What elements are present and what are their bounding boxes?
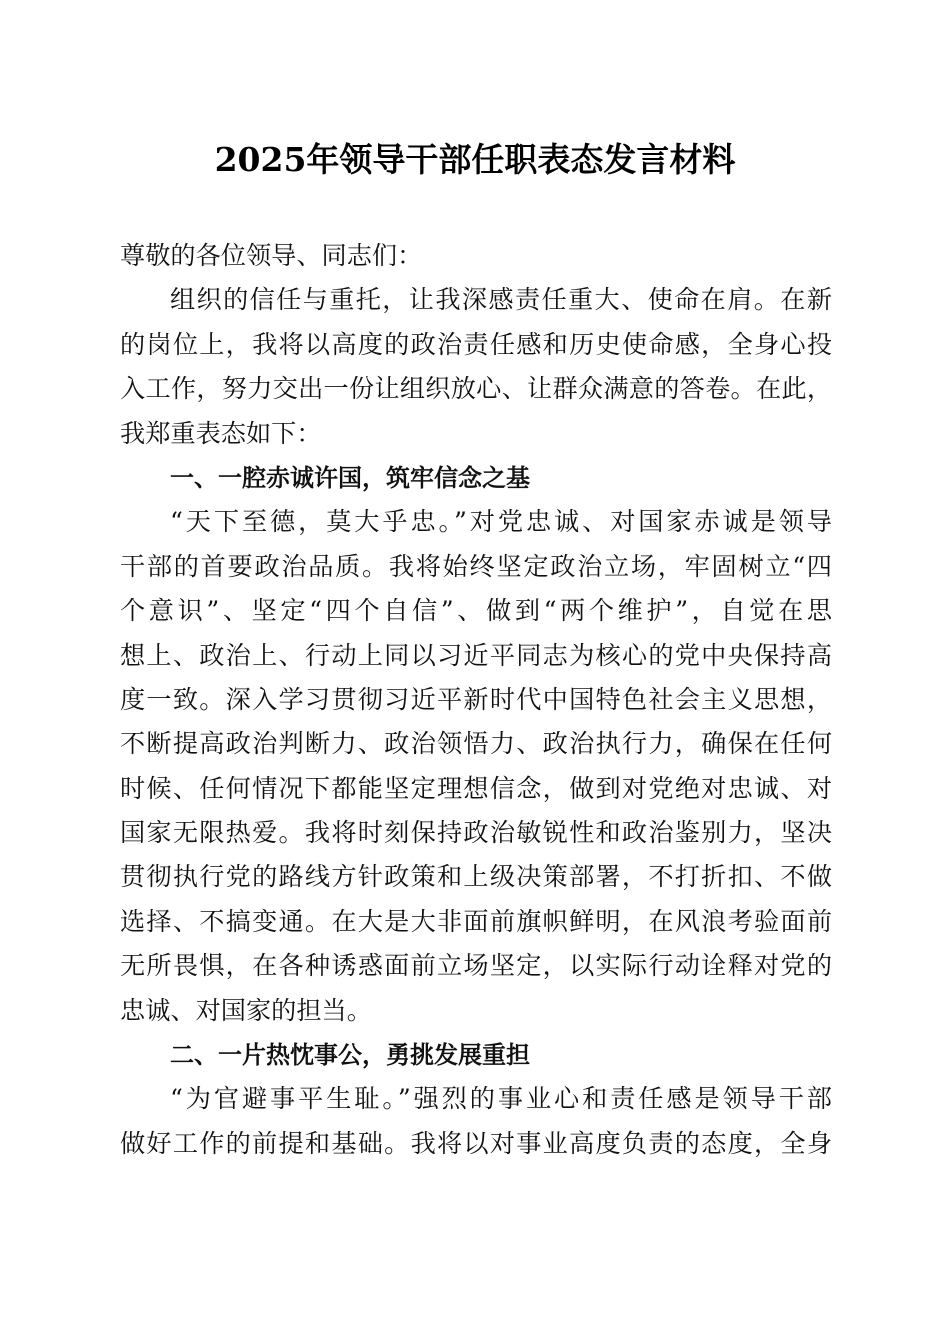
section-1-paragraph-line: 无所畏惧，在各种诱惑面前立场坚定，以实际行动诠释对党的 <box>120 951 832 981</box>
section-1-paragraph-line: 想上、政治上、行动上同以习近平同志为核心的党中央保持高 <box>120 640 832 670</box>
document-title: 2025年领导干部任职表态发言材料 <box>214 140 736 179</box>
section-1-paragraph-line: 个意识”、坚定“四个自信”、做到“两个维护”，自觉在思 <box>120 596 832 626</box>
section-heading-1: 一、一腔赤诚许国，筑牢信念之基 <box>170 463 530 492</box>
section-1-paragraph-line: 选择、不搞变通。在大是大非面前旗帜鲜明，在风浪考验面前 <box>120 906 832 936</box>
intro-paragraph-line: 我郑重表态如下： <box>120 418 322 448</box>
section-1-paragraph-line: 国家无限热爱。我将时刻保持政治敏锐性和政治鉴别力，坚决 <box>120 818 832 848</box>
section-1-paragraph-line: 不断提高政治判断力、政治领悟力、政治执行力，确保在任何 <box>120 729 832 759</box>
section-2-paragraph-line: 做好工作的前提和基础。我将以对事业高度负责的态度，全身 <box>120 1128 832 1158</box>
section-1-paragraph-line: 忠诚、对国家的担当。 <box>120 995 372 1025</box>
section-2-paragraph-line: “为官避事平生耻。”强烈的事业心和责任感是领导干部 <box>170 1084 832 1114</box>
section-1-paragraph-line: 干部的首要政治品质。我将始终坚定政治立场，牢固树立“四 <box>120 551 832 581</box>
document-body <box>120 234 832 1166</box>
intro-paragraph-line: 的岗位上，我将以高度的政治责任感和历史使命感，全身心投 <box>120 329 832 359</box>
section-1-paragraph-line: “天下至德，莫大乎忠。”对党忠诚、对国家赤诚是领导 <box>170 507 832 537</box>
salutation: 尊敬的各位领导、同志们： <box>120 241 423 270</box>
intro-paragraph-line: 组织的信任与重托，让我深感责任重大、使命在肩。在新 <box>170 285 832 315</box>
section-1-paragraph-line: 度一致。深入学习贯彻习近平新时代中国特色社会主义思想， <box>120 684 832 714</box>
intro-paragraph-line: 入工作，努力交出一份让组织放心、让群众满意的答卷。在此， <box>120 374 832 404</box>
section-1-paragraph-line: 贯彻执行党的路线方针政策和上级决策部署，不打折扣、不做 <box>120 862 832 892</box>
section-heading-2: 二、一片热忱事公，勇挑发展重担 <box>170 1041 530 1070</box>
section-1-paragraph-line: 时候、任何情况下都能坚定理想信念，做到对党绝对忠诚、对 <box>120 773 832 803</box>
